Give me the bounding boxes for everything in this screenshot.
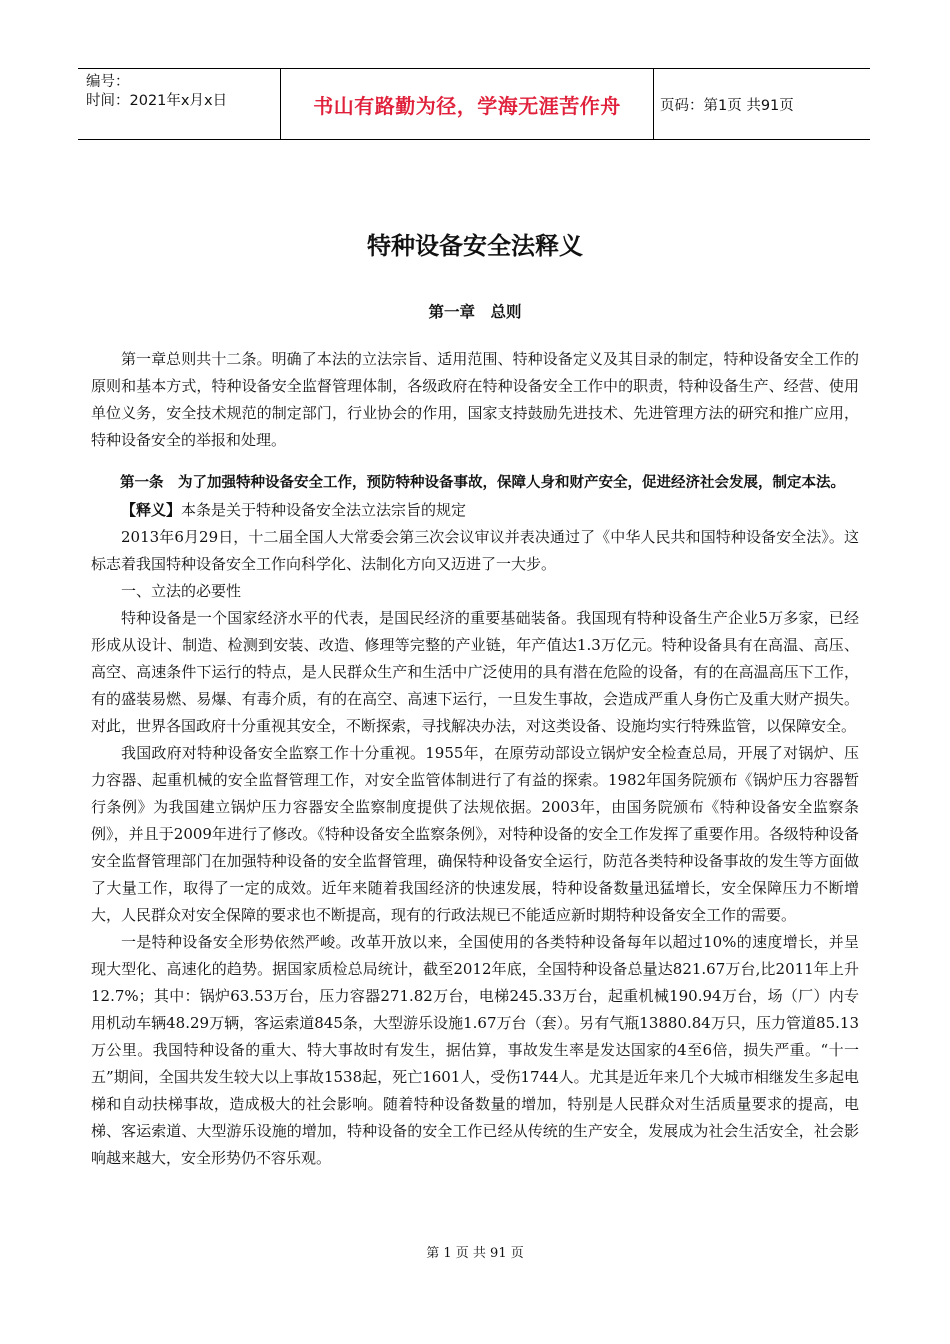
document-title: 特种设备安全法释义	[367, 231, 583, 260]
explanation-tag: 【释义】	[121, 501, 182, 519]
document-header	[78, 68, 870, 140]
paragraph-2013: 2013年6月29日，十二届全国人大常委会第三次会议审议并表决通过了《中华人民共和国特种设备安全法》。这标志着我国特种设备安全工作向科学化、法制化方向又迈进了一大步。	[91, 528, 859, 573]
paragraph-special-equipment: 特种设备是一个国家经济水平的代表，是国民经济的重要基础装备。我国现有特种设备生产企业5万多家，已经形成从设计、制造、检测到安装、改造、修理等完整的产业链，年产值达1.3万亿元。特种设备具有在高温、高压、高空、高速条件下运行的特点，是人民群众生产和生活中广泛使用的具有潜在危险的设备，有的在高温高压下工作，有的盛装易燃、易爆、有毒介质，有的在高空、高速下运行，一旦发生事故，会造成严重人身伤亡及重大财产损失。对此，世界各国政府十分重视其安全，不断探索，寻找解决办法，对这类设备、设施均实行特殊监管，以保障安全。	[91, 609, 859, 735]
paragraph-government: 我国政府对特种设备安全监察工作十分重视。1955年，在原劳动部设立锅炉安全检查总局，开展了对锅炉、压力容器、起重机械的安全监督管理工作，对安全监管体制进行了有益的探索。1982年国务院颁布《锅炉压力容器暂行条例》为我国建立锅炉压力容器安全监察制度提供了法规依据。2003年，由国务院颁布《特种设备安全监察条例》，并且于2009年进行了修改。《特种设备安全监察条例》，对特种设备的安全工作发挥了重要作用。各级特种设备安全监督管理部门在加强特种设备的安全监督管理，确保特种设备安全运行，防范各类特种设备事故的发生等方面做了大量工作，取得了一定的成效。近年来随着我国经济的快速发展，特种设备数量迅猛增长，安全保障压力不断增大，人民群众对安全保障的要求也不断提高，现有的行政法规已不能适应新时期特种设备安全工作的需要。	[91, 744, 859, 924]
header-meta	[78, 69, 280, 139]
chapter-intro-paragraph: 第一章总则共十二条。明确了本法的立法宗旨、适用范围、特种设备定义及其目录的制定，特种设备安全工作的原则和基本方式，特种设备安全监督管理体制，各级政府在特种设备安全工作中的职责，特种设备生产、经营、使用单位义务，安全技术规范的制定部门，行业协会的作用，国家支持鼓励先进技术、先进管理方法的研究和推广应用，特种设备安全的举报和处理。	[91, 350, 859, 449]
explanation-line	[91, 497, 859, 524]
header-date: 时间：2021年x月x日	[86, 93, 228, 109]
chapter-title: 第一章 总则	[428, 303, 522, 321]
explanation-text: 本条是关于特种设备安全法立法宗旨的规定	[181, 501, 467, 519]
article-1-text: 第一条 为了加强特种设备安全工作，预防特种设备事故，保障人身和财产安全，促进经济社会发展，制定本法。	[120, 475, 845, 491]
header-number: 编号：	[86, 74, 130, 90]
section-heading-necessity: 一、立法的必要性	[121, 582, 242, 600]
page-footer: 第 1 页 共 91 页	[426, 1246, 524, 1261]
document-body	[91, 346, 859, 1172]
header-motto: 书山有路勤为径，学海无涯苦作舟	[280, 69, 654, 139]
paragraph-safety-situation: 一是特种设备安全形势依然严峻。改革开放以来，全国使用的各类特种设备每年以超过10%的速度增长，并呈现大型化、高速化的趋势。据国家质检总局统计，截至2012年底，全国特种设备总量达821.67万台,比2011年上升12.7%；其中：锅炉63.53万台，压力容器271.82万台，电梯245.33万台，起重机械190.94万台，场（厂）内专用机动车辆48.29万辆，客运索道845条，大型游乐设施1.67万台（套）。另有气瓶13880.84万只，压力管道85.13万公里。我国特种设备的重大、特大事故时有发生，据估算，事故发生率是发达国家的4至6倍，损失严重。“十一五”期间，全国共发生较大以上事故1538起，死亡1601人，受伤1744人。尤其是近年来几个大城市相继发生多起电梯和自动扶梯事故，造成极大的社会影响。随着特种设备数量的增加，特别是人民群众对生活质量要求的提高，电梯、客运索道、大型游乐设施的增加，特种设备的安全工作已经从传统的生产安全，发展成为社会生活安全，社会影响越来越大，安全形势仍不容乐观。	[91, 933, 859, 1167]
header-page-info: 页码：第1页 共91页	[660, 97, 794, 114]
